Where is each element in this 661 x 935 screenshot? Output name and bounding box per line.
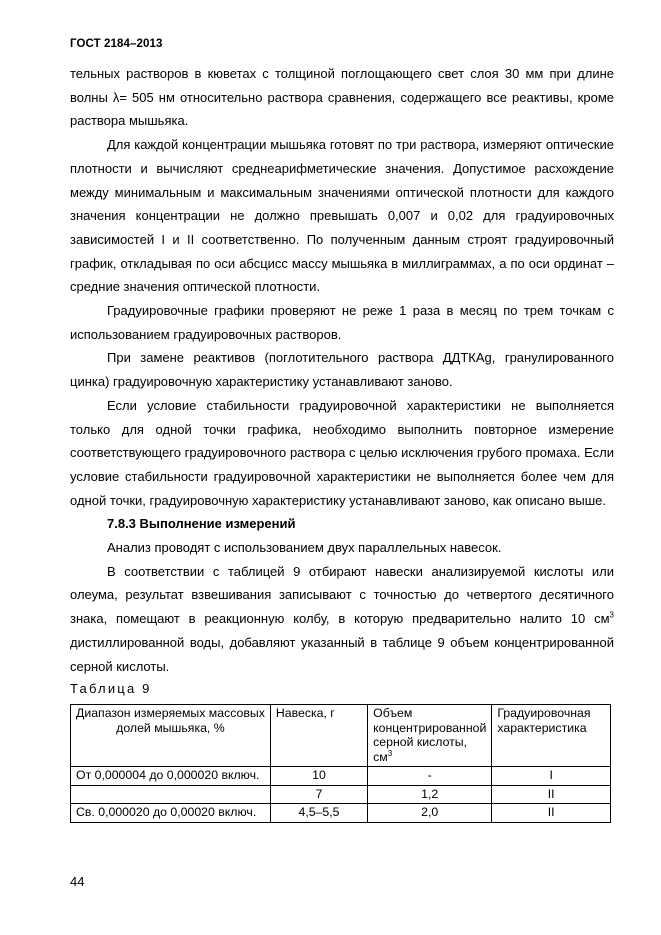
cell-characteristic: II [492, 785, 611, 804]
header-cell-volume-text: Объем концентрированной серной кислоты, см [373, 706, 487, 764]
table-row [71, 767, 611, 786]
body-text [70, 62, 614, 678]
cell-characteristic: I [492, 767, 611, 786]
section-heading: 7.8.3 Выполнение измерений [107, 516, 296, 532]
cell-volume: 2,0 [368, 804, 492, 823]
paragraph [70, 560, 614, 679]
header-cell-range: Диапазон измеряемых массовых долей мышьяка, % [71, 705, 271, 767]
data-table [70, 704, 611, 823]
header-cell-characteristic: Градуировочная характеристика [492, 705, 611, 767]
paragraph: Градуировочные графики проверяют не реже 1 раза в месяц по трем точкам с использованием градуировочных растворов. [70, 303, 614, 342]
table-caption: Таблица 9 [70, 681, 152, 696]
document-header: ГОСТ 2184–2013 [70, 38, 163, 50]
header-cell-volume [368, 705, 492, 767]
cell-range: Св. 0,000020 до 0,00020 включ. [71, 804, 271, 823]
page-number: 44 [70, 874, 85, 889]
superscript: 3 [387, 748, 393, 758]
paragraph: При замене реактивов (поглотительного раствора ДДТКAg, гранулированного цинка) градуировочную характеристику устанавливают заново. [70, 350, 614, 390]
paragraph: Анализ проводят с использованием двух параллельных навесок. [107, 540, 502, 556]
paragraph: Если условие стабильности градуировочной характеристики не выполняется только для одной точки графика, необходимо выполнить повторное измерение соответствующего градуировочного раствора с целью исключения грубого промаха. Если условие стабильности градуировочной характеристики не выполняется более чем для одной точки, градуировочную характеристику устанавливают заново, как описано выше. [70, 397, 614, 508]
cell-range [71, 785, 271, 804]
paragraph: Для каждой концентрации мышьяка готовят по три раствора, измеряют оптические плотности и вычисляют среднеарифметические значения. Допустимое расхождение между минимальным и максимальным значениями оптической плотности для каждого значения концентрации не должно превышать 0,007 и 0,02 для градуировочных зависимостей I и II соответственно. По полученным данным строят градуировочный график, откладывая по оси абсцисс массу мышьяка в миллиграммах, а по оси ординат – средние значения оптической плотности. [70, 137, 614, 295]
table-row [71, 785, 611, 804]
cell-characteristic: II [492, 804, 611, 823]
cell-range: От 0,000004 до 0,000020 включ. [71, 767, 271, 786]
cell-volume: 1,2 [368, 785, 492, 804]
paragraph-text: дистиллированной воды, добавляют указанный в таблице 9 объем концентрированной серной кислоты. [70, 634, 614, 674]
cell-mass: 4,5–5,5 [270, 804, 367, 823]
header-cell-mass: Навеска, г [270, 705, 367, 767]
cell-mass: 10 [270, 767, 367, 786]
superscript: 3 [609, 610, 614, 620]
paragraph: тельных растворов в кюветах с толщиной поглощающего свет слоя 30 мм при длине волны λ= 505 нм относительно раствора сравнения, содержащего все реактивы, кроме раствора мышьяка. [70, 66, 614, 129]
paragraph-text: В соответствии с таблицей 9 отбирают навески анализируемой кислоты или олеума, результат взвешивания записывают с точностью до четвертого десятичного знака, помещают в реакционную колбу, в которую предварительно налито 10 см [70, 563, 614, 627]
cell-mass: 7 [270, 785, 367, 804]
cell-volume: - [368, 767, 492, 786]
table-row [71, 804, 611, 823]
table-header-row [71, 705, 611, 767]
